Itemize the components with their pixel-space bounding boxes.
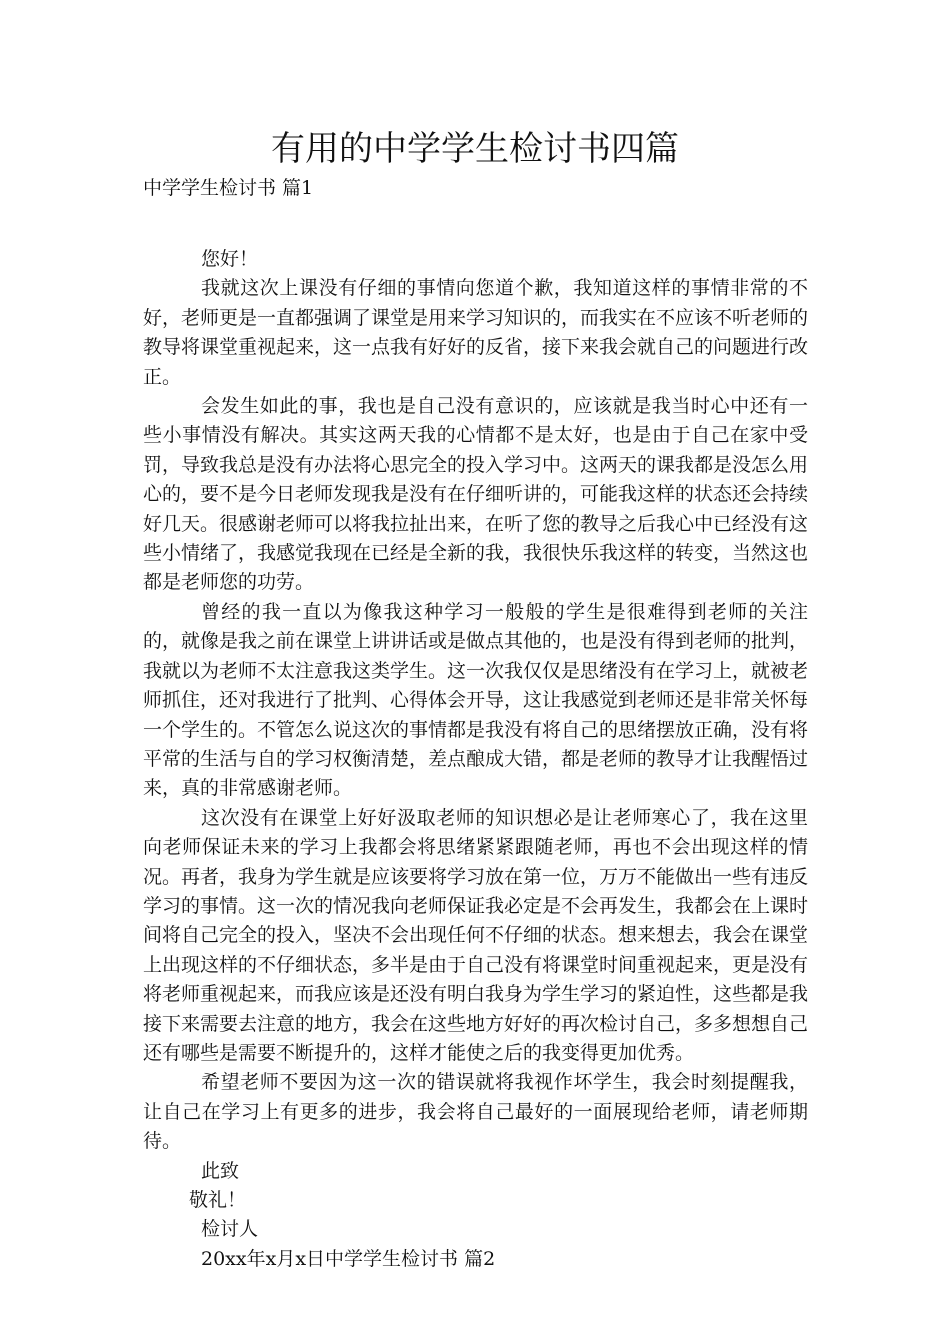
signature: 检讨人 — [201, 1218, 259, 1241]
paragraph: 我就这次上课没有仔细的事情向您道个歉，我知道这样的事情非常的不好，老师更是一直都强调了课堂是用来学习知识的，而我实在不应该不听老师的教导将课堂重视起来，这一点我有好好的反省，接下来我会就自己的问题进行改正。 — [143, 277, 809, 388]
greeting: 您好！ — [201, 248, 259, 270]
paragraph: 会发生如此的事，我也是自己没有意识的，应该就是我当时心中还有一些小事情没有解决。其实这两天我的心情都不是太好，也是由于自己在家中受罚，导致我总是没有办法将心思完全的投入学习中。这两天的课我都是没怎么用心的，要不是今日老师发现我是没有在仔细听讲的，可能我这样的状态还会持续好几天。很感谢老师可以将我拉扯出来，在听了您的教导之后我心中已经没有这些小情绪了，我感觉我现在已经是全新的我，我很快乐我这样的转变，当然这也都是老师您的功劳。 — [143, 395, 809, 594]
closing-salutation: 此致 — [201, 1159, 240, 1182]
paragraph: 这次没有在课堂上好好汲取老师的知识想必是让老师寒心了，我在这里向老师保证未来的学习上我都会将思绪紧紧跟随老师，再也不会出现这样的情况。再者，我身为学生就是应该要将学习放在第一位，万万不能做出一些有违反学习的事情。这一次的情况我向老师保证我必定是不会再发生，我都会在上课时间将自己完全的投入，坚决不会出现任何不仔细的状态。想来想去，我会在课堂上出现这样的不仔细状态，多半是由于自己没有将课堂时间重视起来，更是没有将老师重视起来，而我应该是还没有明白我身为学生学习的紧迫性，这些都是我接下来需要去注意的地方，我会在这些地方好好的再次检讨自己，多多想想自己还有哪些是需要不断提升的，这样才能使之后的我变得更加优秀。 — [143, 806, 809, 1064]
page-title: 有用的中学学生检讨书四篇 — [271, 129, 679, 169]
paragraph: 希望老师不要因为这一次的错误就将我视作坏学生，我会时刻提醒我，让自己在学习上有更多的进步，我会将自己最好的一面展现给老师，请老师期待。 — [143, 1071, 808, 1153]
section-heading: 中学学生检讨书 篇1 — [143, 177, 314, 199]
paragraph: 曾经的我一直以为像我这种学习一般般的学生是很难得到老师的关注的，就像是我之前在课堂上讲讲话或是做点其他的，也是没有得到老师的批判，我就以为老师不太注意我这类学生。这一次我仅仅是思绪没有在学习上，就被老师抓住，还对我进行了批判、心得体会开导，这让我感觉到老师还是非常关怀每一个学生的。不管怎么说这次的事情都是我没有将自己的思绪摆放正确，没有将平常的生活与自的学习权衡清楚，差点酿成大错，都是老师的教导才让我醒悟过来，真的非常感谢老师。 — [143, 600, 809, 800]
letter-body — [143, 245, 808, 1274]
closing-regards: 敬礼！ — [189, 1189, 247, 1211]
date-line: 20xx年x月x日中学学生检讨书 篇2 — [201, 1247, 496, 1270]
